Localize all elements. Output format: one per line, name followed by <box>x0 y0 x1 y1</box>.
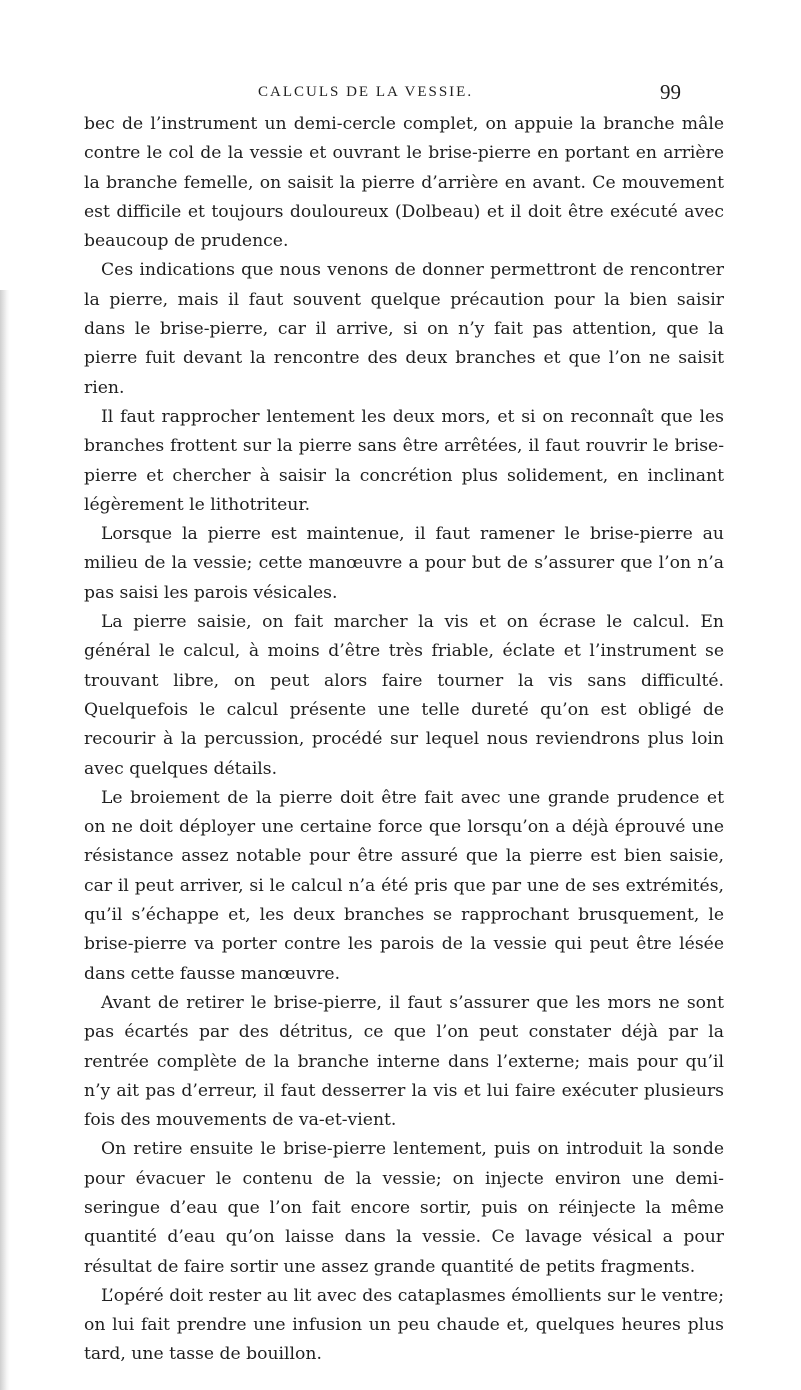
paragraph: Ces indications que nous venons de donner permettront de rencontrer la pierre, mais il faut souvent quelque précaution pour la bien saisir dans le brise-pierre, car il arrive, si on n’y fait pas attention, que la pierre fuit devant la rencontre des deux branches et que l’on ne saisit rien. <box>84 260 724 398</box>
paragraph: La pierre saisie, on fait marcher la vis et on écrase le calcul. En général le calcul, à moins d’être très friable, éclate et l’instrument se trouvant libre, on peut alors faire tourner la vis sans difficulté. Quelquefois le calcul présente une telle dureté qu’on est obligé de recourir à la percussion, procédé sur lequel nous reviendrons plus loin avec quelques détails. <box>84 612 724 779</box>
page-edge-shadow <box>0 290 10 1390</box>
paragraph: Il faut rapprocher lentement les deux mors, et si on reconnaît que les branches frottent sur la pierre sans être arrêtées, il faut rouvrir le brise-pierre et chercher à saisir la concrétion plus solidement, en inclinant légèrement le lithotriteur. <box>84 406 724 515</box>
paragraph: On retire ensuite le brise-pierre lentement, puis on introduit la sonde pour évacuer le contenu de la vessie; on injecte environ une demi-seringue d’eau que l’on fait encore sortir, puis on réinjecte la même quantité d’eau qu’on laisse dans la vessie. Ce lavage vésical a pour résultat de faire sortir une assez grande quantité de petits fragments. <box>84 1139 724 1277</box>
page-number: 99 <box>660 80 681 104</box>
paragraph: L’opéré doit rester au lit avec des cataplasmes émollients sur le ventre; on lui fait prendre une infusion un peu chaude et, quelques heures plus tard, une tasse de bouillon. <box>84 1285 724 1365</box>
paragraph: Avant de retirer le brise-pierre, il faut s’assurer que les mors ne sont pas écartés par des détritus, ce que l’on peut constater déjà par la rentrée complète de la branche interne dans l’externe; mais pour qu’il n’y ait pas d’erreur, il faut desserrer la vis et lui faire exécuter plusieurs fois des mouvements de va-et-vient. <box>84 992 724 1131</box>
body-text <box>84 110 724 1370</box>
running-title: CALCULS DE LA VESSIE. <box>258 84 474 100</box>
paragraph: bec de l’instrument un demi-cercle complet, on appuie la branche mâle contre le col de la vessie et ouvrant le brise-pierre en portant en arrière la branche femelle, on saisit la pierre d’arrière en avant. Ce mouvement est difficile et toujours douloureux (Dolbeau) et il doit être exécuté avec beaucoup de prudence. <box>84 114 724 252</box>
paragraph: Le broiement de la pierre doit être fait avec une grande prudence et on ne doit déployer une certaine force que lorsqu’on a déjà éprouvé une résistance assez notable pour être assuré que la pierre est bien saisie, car il peut arriver, si le calcul n’a été pris que par une de ses extrémités, qu’il s’échappe et, les deux branches se rapprochant brusquement, le brise-pierre va porter contre les parois de la vessie qui peut être lésée dans cette fausse manœuvre. <box>84 787 724 984</box>
paragraph: Lorsque la pierre est maintenue, il faut ramener le brise-pierre au milieu de la vessie; cette manœuvre a pour but de s’assurer que l’on n’a pas saisi les parois vésicales. <box>84 524 724 603</box>
